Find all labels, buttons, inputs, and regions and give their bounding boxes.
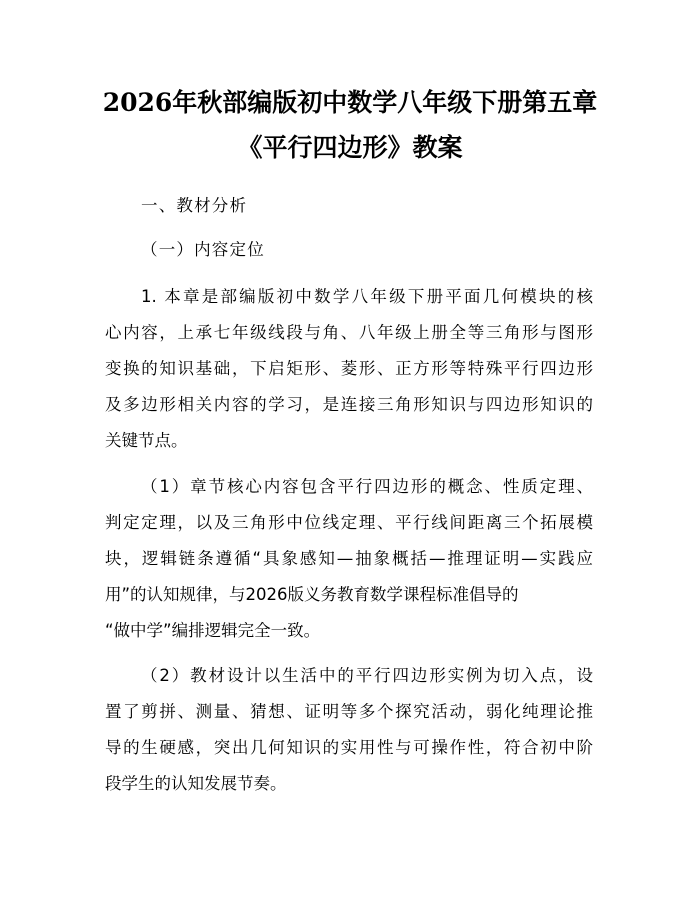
paragraph-3-line-2: 置了剪拼、测量、猜想、证明等多个探究活动，弱化纯理论推 [105,702,593,721]
paragraph-2-line-1: （1）章节核心内容包含平行四边形的概念、性质定理、 [141,477,593,496]
paragraph-3-line-1: （2）教材设计以生活中的平行四边形实例为切入点，设 [141,666,593,685]
paragraph-2-line-3: 块，逻辑链条遵循“具象感知—抽象概括—推理证明—实践应 [105,549,593,568]
paragraph-1-line-3: 变换的知识基础，下启矩形、菱形、正方形等特殊平行四边形 [105,359,593,378]
paragraph-2-line-2: 判定定理，以及三角形中位线定理、平行线间距离三个拓展模 [105,513,593,532]
title-line-2: 《平行四边形》教案 [237,133,463,162]
paragraph-1-line-4: 及多边形相关内容的学习，是连接三角形知识与四边形知识的 [105,395,593,414]
paragraph-3-line-4: 段学生的认知发展节奏。 [105,774,287,793]
subsection-heading: （一）内容定位 [141,240,265,259]
paragraph-2-line-5: “做中学”编排逻辑完全一致。 [105,621,321,640]
title-line-1: 2026年秋部编版初中数学八年级下册第五章 [102,88,598,117]
paragraph-3-line-3: 导的生硬感，突出几何知识的实用性与可操作性，符合初中阶 [105,738,593,757]
section-heading: 一、教材分析 [141,196,248,215]
paragraph-2-line-4: 用”的认知规律，与2026版义务教育数学课程标准倡导的 [105,585,519,604]
paragraph-1-line-2: 心内容，上承七年级线段与角、八年级上册全等三角形与图形 [105,323,593,342]
paragraph-1-line-5: 关键节点。 [105,431,188,450]
paragraph-1-line-1: 1. 本章是部编版初中数学八年级下册平面几何模块的核 [141,287,593,306]
